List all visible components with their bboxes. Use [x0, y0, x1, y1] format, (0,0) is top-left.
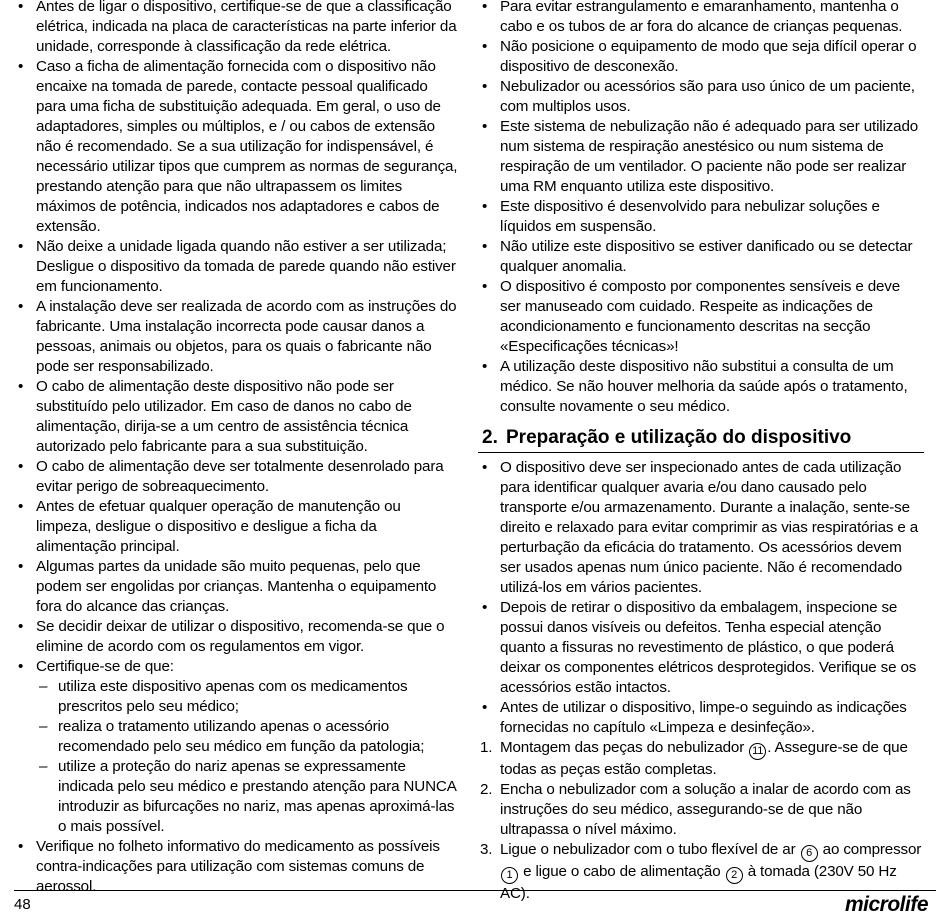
safety-list [14, 0, 460, 897]
sublist-item: – utiliza este dispositivo apenas com os medicamentos prescritos pelo seu médico; [36, 677, 460, 717]
list-item: • Antes de efetuar qualquer operação de manutenção ou limpeza, desligue o dispositivo e desligue a ficha da alimentação principal. [14, 497, 460, 557]
list-item: • A utilização deste dispositivo não substitui a consulta de um médico. Se não houver melhoria da saúde após o tratamento, consulte novamente o seu médico. [478, 357, 924, 417]
list-item: • Este sistema de nebulização não é adequado para ser utilizado num sistema de respiração anestésico ou num sistema de respiração de um ventilador. O paciente não pode ser realizar uma RM enquanto utiliza este dispositivo. [478, 117, 924, 197]
part-reference-icon: 1 [501, 867, 518, 884]
list-item-certify [14, 657, 460, 837]
part-reference-icon: 11 [749, 743, 766, 760]
list-item: • Se decidir deixar de utilizar o dispositivo, recomenda-se que o elimine de acordo com os regulamentos em vigor. [14, 617, 460, 657]
list-item: • Nebulizador ou acessórios são para uso único de um paciente, com multiplos usos. [478, 77, 924, 117]
step-number: 2. [480, 781, 493, 798]
section-number: 2. [482, 427, 498, 448]
list-item: • Para evitar estrangulamento e emaranhamento, mantenha o cabo e os tubos de ar fora do alcance de crianças pequenas. [478, 0, 924, 37]
step-text: Ligue o nebulizador com o tubo flexível de ar [500, 841, 796, 858]
step-text: Montagem das peças do nebulizador [500, 739, 745, 756]
step-number: 3. [480, 841, 493, 858]
steps-list [478, 738, 924, 904]
step-number: 1. [480, 739, 493, 756]
page-number: 48 [14, 896, 31, 913]
list-item: • O cabo de alimentação deste dispositivo não pode ser substituído pelo utilizador. Em caso de danos no cabo de alimentação, dirija-se a um centro de assistência técnica autorizado pelo fabricante para a sua substituição. [14, 377, 460, 457]
list-item: • Não posicione o equipamento de modo que seja difícil operar o dispositivo de desconexão. [478, 37, 924, 77]
list-item: • Este dispositivo é desenvolvido para nebulizar soluções e líquidos em suspensão. [478, 197, 924, 237]
brand-logo: microlife [844, 893, 928, 916]
step-text: e ligue o cabo de alimentação [523, 863, 721, 880]
safety-list-continued [478, 0, 924, 417]
list-item: • Algumas partes da unidade são muito pequenas, pelo que podem ser engolidas por crianças. Mantenha o equipamento fora do alcance das crianças. [14, 557, 460, 617]
step-text: à tomada (230V 50 Hz AC). [500, 863, 897, 902]
section-heading [478, 426, 924, 453]
certify-intro: Certifique-se de que: [36, 658, 174, 675]
list-item: • A instalação deve ser realizada de acordo com as instruções do fabricante. Uma instalação incorrecta pode causar danos a pessoas, animais ou objetos, para os quais o fabricante não pode ser responsabilizado. [14, 297, 460, 377]
step-text: Encha o nebulizador com a solução a inalar de acordo com as instruções do seu médico, assegurando-se de que não ultrapassa o nível máximo. [500, 781, 911, 838]
step-item [478, 780, 924, 840]
list-item: • Não utilize este dispositivo se estiver danificado ou se detectar qualquer anomalia. [478, 237, 924, 277]
step-text: ao compressor [822, 841, 922, 858]
list-item: • Depois de retirar o dispositivo da embalagem, inspecione se possui danos visíveis ou defeitos. Tenha especial atenção quanto a fissuras no revestimento de plástico, o que poderá deixar os componentes elétricos desprotegidos. Verifique se os acessórios estão intactos. [478, 598, 924, 698]
left-column [14, 0, 460, 897]
section-title: Preparação e utilização do dispositivo [506, 427, 852, 448]
list-item: • O dispositivo é composto por componentes sensíveis e deve ser manuseado com cuidado. Respeite as indicações de acondicionamento e funcionamento descritas na secção «Especificações técnicas»! [478, 277, 924, 357]
sublist-item: – realiza o tratamento utilizando apenas o acessório recomendado pelo seu médico em função da patologia; [36, 717, 460, 757]
list-item: • Antes de utilizar o dispositivo, limpe-o seguindo as indicações fornecidas no capítulo «Limpeza e desinfeção». [478, 698, 924, 738]
step-text: . Assegure-se de que todas as peças estão completas. [500, 739, 908, 778]
list-item: • Não deixe a unidade ligada quando não estiver a ser utilizada; Desligue o dispositivo da tomada de parede quando não estiver em funcionamento. [14, 237, 460, 297]
certify-sublist [36, 677, 460, 837]
list-item: • O cabo de alimentação deve ser totalmente desenrolado para evitar perigo de sobreaquecimento. [14, 457, 460, 497]
preparation-list [478, 458, 924, 738]
list-item: • Antes de ligar o dispositivo, certifique-se de que a classificação elétrica, indicada na placa de características na parte inferior da unidade, corresponde à classificação da rede elétrica. [14, 0, 460, 57]
step-item [478, 738, 924, 780]
footer-divider [14, 890, 936, 891]
right-column [478, 0, 924, 904]
list-item: • O dispositivo deve ser inspecionado antes de cada utilização para identificar qualquer avaria e/ou dano causado pelo transporte e/ou armazenamento. Durante a inalação, sente-se direito e relaxado para evitar comprimir as vias respiratórias e a perturbação da eficácia do tratamento. Os acessórios devem ser usados apenas num único paciente. Não é recomendado utilizá-los em vários pacientes. [478, 458, 924, 598]
part-reference-icon: 2 [726, 867, 743, 884]
part-reference-icon: 6 [801, 845, 818, 862]
sublist-item: – utilize a proteção do nariz apenas se expressamente indicada pelo seu médico e prestando atenção para NUNCA introduzir as bifurcações no nariz, mas apenas aproximá-las o mais possível. [36, 757, 460, 837]
list-item: • Verifique no folheto informativo do medicamento as possíveis contra-indicações para utilização com sistemas comuns de aerossol. [14, 837, 460, 897]
list-item: • Caso a ficha de alimentação fornecida com o dispositivo não encaixe na tomada de parede, contacte pessoal qualificado para uma ficha de substituição adequada. Em geral, o uso de adaptadores, simples ou múltiplos, e / ou cabos de extensão não é recomendado. Se a sua utilização for indispensável, é necessário utilizar tipos que cumprem as normas de segurança, prestando atenção para que não ultrapassem os limites máximos de potência, indicados nos adaptadores e cabos de extensão. [14, 57, 460, 237]
